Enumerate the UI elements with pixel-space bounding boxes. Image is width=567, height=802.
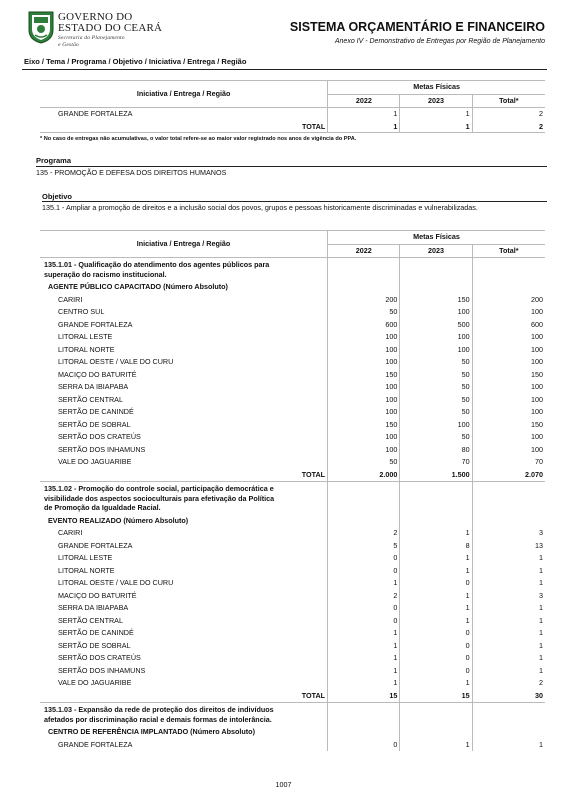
value-2023: 50 xyxy=(400,369,472,382)
value-2023: 50 xyxy=(400,356,472,369)
value-2023: 50 xyxy=(400,406,472,419)
value-2022: 100 xyxy=(328,331,400,344)
table-row xyxy=(40,394,545,407)
table-row xyxy=(40,456,545,469)
value-total: 100 xyxy=(472,381,545,394)
delivery-title: CENTRO DE REFERÊNCIA IMPLANTADO (Número Absoluto) xyxy=(48,727,255,737)
value-total: 1 xyxy=(472,602,545,615)
region-cell: GRANDE FORTALEZA xyxy=(58,109,133,119)
region-cell: SERTÃO DE CANINDÉ xyxy=(58,407,134,417)
total-row xyxy=(40,690,545,703)
region-cell: CARIRI xyxy=(58,528,83,538)
table-row xyxy=(40,356,545,369)
initiative-title-row xyxy=(40,703,545,727)
value-2023: 0 xyxy=(400,577,472,590)
table-row xyxy=(40,540,545,553)
region-cell: GRANDE FORTALEZA xyxy=(58,319,133,329)
total-2022: 2.000 xyxy=(328,469,400,482)
table-row xyxy=(40,294,545,307)
total-total: 30 xyxy=(472,690,545,703)
value-2022: 100 xyxy=(328,356,400,369)
total-label: TOTAL xyxy=(301,690,326,700)
table-row xyxy=(40,331,545,344)
region-cell: VALE DO JAGUARIBE xyxy=(58,678,132,688)
table-row xyxy=(40,306,545,319)
value-2023: 100 xyxy=(400,419,472,432)
total-total: 2 xyxy=(472,121,545,134)
table-row xyxy=(40,369,545,382)
value-2023: 1 xyxy=(400,552,472,565)
total-label: TOTAL xyxy=(301,121,326,131)
region-cell: SERTÃO DOS INHAMUNS xyxy=(58,444,146,454)
value-total: 1 xyxy=(472,627,545,640)
table-row xyxy=(40,552,545,565)
initiative-title-line: superação do racismo institucional. xyxy=(44,269,167,279)
axis-path-title: Eixo / Tema / Programa / Objetivo / Iniciativa / Entrega / Região xyxy=(24,57,247,66)
region-cell: CARIRI xyxy=(58,294,83,304)
gov-sub2: e Gestão xyxy=(58,42,79,48)
value-2023: 1 xyxy=(400,527,472,540)
region-cell: LITORAL NORTE xyxy=(58,344,115,354)
value-total: 150 xyxy=(472,419,545,432)
region-cell: SERTÃO CENTRAL xyxy=(58,394,123,404)
region-cell: SERRA DA IBIAPABA xyxy=(58,603,129,613)
value-2023: 80 xyxy=(400,444,472,457)
region-cell: GRANDE FORTALEZA xyxy=(58,540,133,550)
value-total: 1 xyxy=(472,739,545,752)
value-total: 100 xyxy=(472,444,545,457)
value-2023: 100 xyxy=(400,344,472,357)
table-row xyxy=(40,444,545,457)
header-rule xyxy=(22,69,547,70)
value-2022: 1 xyxy=(328,640,400,653)
value-2022: 150 xyxy=(328,369,400,382)
table-bottom-rule xyxy=(40,132,545,133)
value-2022: 2 xyxy=(328,590,400,603)
value-2023: 0 xyxy=(400,665,472,678)
page-number: 1007 xyxy=(275,780,292,789)
program-value: 135 - PROMOÇÃO E DEFESA DOS DIREITOS HUMANOS xyxy=(36,168,227,177)
value-2023: 50 xyxy=(400,381,472,394)
value-2022: 100 xyxy=(328,344,400,357)
value-total: 100 xyxy=(472,431,545,444)
metas-header: Metas Físicas xyxy=(328,231,545,245)
government-logo-text xyxy=(58,12,162,48)
table-row xyxy=(40,627,545,640)
table-row xyxy=(40,577,545,590)
table-row xyxy=(40,108,545,121)
value-2023: 150 xyxy=(400,294,472,307)
value-total: 2 xyxy=(472,677,545,690)
total-2023: 15 xyxy=(400,690,472,703)
initiative-title xyxy=(40,703,328,727)
region-cell: MACIÇO DO BATURITÉ xyxy=(58,369,137,379)
table-row xyxy=(40,590,545,603)
year-2022-header: 2022 xyxy=(328,244,400,258)
value-total: 2 xyxy=(472,108,545,121)
region-cell: LITORAL OESTE / VALE DO CURU xyxy=(58,578,174,588)
table-row xyxy=(40,677,545,690)
value-total: 1 xyxy=(472,577,545,590)
value-2023: 0 xyxy=(400,627,472,640)
value-total: 600 xyxy=(472,319,545,332)
value-total: 1 xyxy=(472,552,545,565)
value-2023: 100 xyxy=(400,306,472,319)
value-total: 1 xyxy=(472,640,545,653)
value-2022: 100 xyxy=(328,431,400,444)
total-2022: 1 xyxy=(328,121,400,134)
delivery-title: EVENTO REALIZADO (Número Absoluto) xyxy=(48,515,189,525)
main-metrics-table xyxy=(40,230,545,751)
value-2023: 0 xyxy=(400,640,472,653)
value-total: 100 xyxy=(472,344,545,357)
value-total: 1 xyxy=(472,565,545,578)
region-cell: LITORAL OESTE / VALE DO CURU xyxy=(58,357,174,367)
value-2022: 0 xyxy=(328,739,400,752)
objective-title: Objetivo xyxy=(42,192,73,201)
total-2023: 1 xyxy=(400,121,472,134)
value-2022: 150 xyxy=(328,419,400,432)
value-2023: 50 xyxy=(400,394,472,407)
table-row xyxy=(40,640,545,653)
value-2022: 0 xyxy=(328,602,400,615)
total-header: Total* xyxy=(472,244,545,258)
initiative-title-line: visibilidade dos aspectos socioculturais para efetivação da Política xyxy=(44,493,275,503)
footnote: * No caso de entregas não acumulativas, o valor total refere-se ao maior valor registrado nos anos de vigência do PPA. xyxy=(40,136,357,142)
region-cell: LITORAL LESTE xyxy=(58,332,113,342)
table-row xyxy=(40,344,545,357)
value-total: 70 xyxy=(472,456,545,469)
value-2022: 50 xyxy=(328,306,400,319)
region-cell: VALE DO JAGUARIBE xyxy=(58,457,132,467)
value-2022: 1 xyxy=(328,577,400,590)
year-2022-header: 2022 xyxy=(328,94,400,108)
value-total: 100 xyxy=(472,406,545,419)
table-row xyxy=(40,665,545,678)
value-2022: 0 xyxy=(328,552,400,565)
value-2023: 0 xyxy=(400,652,472,665)
value-total: 1 xyxy=(472,615,545,628)
initiative-title-line: 135.1.02 - Promoção do controle social, participação democrática e xyxy=(44,484,274,493)
table-row xyxy=(40,406,545,419)
value-2022: 1 xyxy=(328,108,400,121)
value-total: 100 xyxy=(472,331,545,344)
col-initiative-header: Iniciativa / Entrega / Região xyxy=(136,89,231,98)
region-cell: SERRA DA IBIAPABA xyxy=(58,382,129,392)
value-2022: 5 xyxy=(328,540,400,553)
value-2023: 100 xyxy=(400,331,472,344)
total-2023: 1.500 xyxy=(400,469,472,482)
value-2022: 100 xyxy=(328,444,400,457)
value-2022: 1 xyxy=(328,665,400,678)
delivery-row xyxy=(40,726,545,739)
total-total: 2.070 xyxy=(472,469,545,482)
value-2023: 1 xyxy=(400,739,472,752)
value-2023: 1 xyxy=(400,677,472,690)
initiative-title-line: 135.1.03 - Expansão da rede de proteção dos direitos de indivíduos xyxy=(44,705,274,714)
region-cell: CENTRO SUL xyxy=(58,307,105,317)
gov-line2: ESTADO DO CEARÁ xyxy=(58,22,163,34)
initiative-title-line: afetados por discriminação racial e demais formas de intolerância. xyxy=(44,714,272,724)
value-2022: 0 xyxy=(328,615,400,628)
total-header: Total* xyxy=(472,94,545,108)
region-cell: SERTÃO DOS CRATEÚS xyxy=(58,432,141,442)
year-2023-header: 2023 xyxy=(400,94,472,108)
region-cell: SERTÃO DE CANINDÉ xyxy=(58,628,134,638)
region-cell: LITORAL NORTE xyxy=(58,565,115,575)
region-cell: SERTÃO DOS INHAMUNS xyxy=(58,665,146,675)
table-row xyxy=(40,419,545,432)
delivery-title: AGENTE PÚBLICO CAPACITADO (Número Absoluto) xyxy=(48,282,228,292)
value-2022: 200 xyxy=(328,294,400,307)
gov-line1: GOVERNO DO xyxy=(58,11,133,23)
value-2023: 50 xyxy=(400,431,472,444)
table-row xyxy=(40,652,545,665)
delivery-row xyxy=(40,281,545,294)
value-2022: 0 xyxy=(328,565,400,578)
value-2023: 8 xyxy=(400,540,472,553)
value-2022: 1 xyxy=(328,677,400,690)
table-row xyxy=(40,602,545,615)
value-total: 1 xyxy=(472,665,545,678)
value-2022: 2 xyxy=(328,527,400,540)
table-row xyxy=(40,565,545,578)
system-subtitle: Anexo IV - Demonstrativo de Entregas por Região de Planejamento xyxy=(334,38,545,45)
value-2023: 500 xyxy=(400,319,472,332)
value-2022: 50 xyxy=(328,456,400,469)
metas-header: Metas Físicas xyxy=(328,81,545,95)
value-total: 200 xyxy=(472,294,545,307)
col-initiative-header: Iniciativa / Entrega / Região xyxy=(136,239,231,248)
region-cell: SERTÃO CENTRAL xyxy=(58,615,123,625)
region-cell: SERTÃO DE SOBRAL xyxy=(58,640,131,650)
initiative-title xyxy=(40,258,328,282)
initiative-title-line: 135.1.01 - Qualificação do atendimento dos agentes públicos para xyxy=(44,260,270,269)
value-2022: 100 xyxy=(328,406,400,419)
system-title: SISTEMA ORÇAMENTÁRIO E FINANCEIRO xyxy=(289,20,545,34)
table-row xyxy=(40,319,545,332)
value-total: 150 xyxy=(472,369,545,382)
region-cell: SERTÃO DE SOBRAL xyxy=(58,419,131,429)
value-2022: 100 xyxy=(328,394,400,407)
value-total: 3 xyxy=(472,527,545,540)
value-2022: 100 xyxy=(328,381,400,394)
table-row xyxy=(40,739,545,752)
value-2023: 1 xyxy=(400,602,472,615)
value-total: 100 xyxy=(472,306,545,319)
delivery-row xyxy=(40,515,545,528)
gov-sub1: Secretaria do Planejamento xyxy=(58,35,125,41)
objective-value: 135.1 - Ampliar a promoção de direitos e a inclusão social dos povos, grupos e pessoas historicamente discriminadas e vulnerabilizadas. xyxy=(42,203,478,212)
table-row xyxy=(40,381,545,394)
state-coat-of-arms-logo xyxy=(26,10,56,44)
region-cell: LITORAL LESTE xyxy=(58,553,113,563)
total-label: TOTAL xyxy=(301,469,326,479)
initiative-title xyxy=(40,482,328,515)
value-2023: 70 xyxy=(400,456,472,469)
value-total: 100 xyxy=(472,394,545,407)
value-2023: 1 xyxy=(400,590,472,603)
program-title: Programa xyxy=(36,156,72,165)
objective-rule xyxy=(42,201,547,202)
table-row xyxy=(40,615,545,628)
value-total: 1 xyxy=(472,652,545,665)
total-2022: 15 xyxy=(328,690,400,703)
value-2023: 1 xyxy=(400,615,472,628)
region-cell: GRANDE FORTALEZA xyxy=(58,739,133,749)
value-total: 13 xyxy=(472,540,545,553)
program-rule xyxy=(36,166,547,167)
region-cell: MACIÇO DO BATURITÉ xyxy=(58,590,137,600)
value-2023: 1 xyxy=(400,565,472,578)
top-metrics-table xyxy=(40,80,545,133)
value-2022: 600 xyxy=(328,319,400,332)
initiative-title-line: de Promoção da Igualdade Racial. xyxy=(44,503,161,512)
table-row xyxy=(40,431,545,444)
value-2022: 1 xyxy=(328,652,400,665)
table-row xyxy=(40,527,545,540)
value-2023: 1 xyxy=(400,108,472,121)
initiative-title-row xyxy=(40,258,545,282)
year-2023-header: 2023 xyxy=(400,244,472,258)
initiative-title-row xyxy=(40,482,545,515)
value-total: 3 xyxy=(472,590,545,603)
total-row xyxy=(40,469,545,482)
value-total: 100 xyxy=(472,356,545,369)
region-cell: SERTÃO DOS CRATEÚS xyxy=(58,653,141,663)
value-2022: 1 xyxy=(328,627,400,640)
